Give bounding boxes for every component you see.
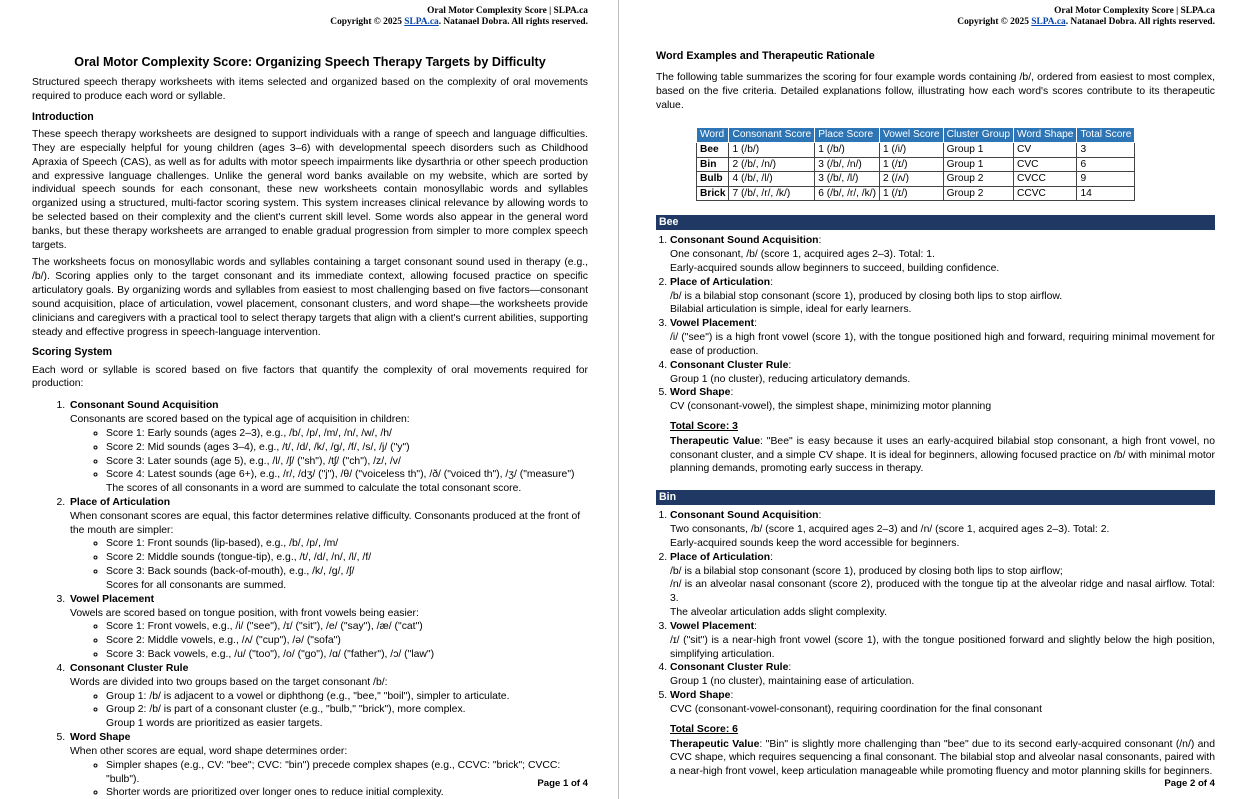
factor-desc: Vowels are scored based on tongue position, with front vowels being easier: — [70, 607, 419, 619]
criteria-item: 2. Place of Articulation: /b/ is a bilabial stop consonant (score 1), produced by closing both lips to stop airflow; /n/ is an alveolar nasal consonant (score 2), produced with the tongue tip at the alveolar ridge and nasal airflow. Total: 3. The alveolar articulation adds slight complexity. — [670, 551, 1215, 620]
factor-item — [68, 662, 588, 731]
criteria-line: Group 1 (no cluster), maintaining ease of articulation. — [670, 676, 915, 688]
factor-subitem: ◦ Score 1: Front sounds (lip-based), e.g., /b/, /p/, /m/ — [106, 537, 588, 551]
column-header: Word — [697, 128, 729, 143]
table-cell: 1 (/b/) — [729, 142, 815, 157]
factor-subitem: ◦ Score 2: Mid sounds (ages 3–4), e.g., /t/, /d/, /k/, /g/, /f/, /s/, /j/ ("y") — [106, 441, 588, 455]
factor-desc: When other scores are equal, word shape determines order: — [70, 745, 348, 757]
factor-desc: When consonant scores are equal, this factor determines relative difficulty. Consonants produced at the front of the mouth are simpler: — [70, 510, 581, 536]
factor-sublist — [70, 427, 588, 482]
table-cell: 1 (/i/) — [879, 142, 943, 157]
criteria-line: /n/ is an alveolar nasal consonant (score 2), produced with the tongue tip at the alveolar ridge and nasal airflow. Total: 3. — [670, 579, 1215, 605]
criteria-title: Consonant Cluster Rule — [670, 662, 789, 674]
criteria-line: /i/ ("see") is a high front vowel (score 1), with the tongue positioned high and forward, requiring minimal movement for ease of production. — [670, 332, 1215, 357]
table-cell: 9 — [1077, 172, 1135, 187]
criteria-item: 1. Consonant Sound Acquisition: Two consonants, /b/ (score 1, acquired ages 2–3) and /n/ (score 1, acquired ages 2–3). Total: 2. Early-acquired sounds keep the word accessible for beginners. — [670, 509, 1215, 550]
criteria-item: 3. Vowel Placement: /i/ ("see") is a high front vowel (score 1), with the tongue positioned high and forward, requiring minimal movement for ease of production. — [670, 317, 1215, 358]
factor-sublist — [70, 759, 588, 799]
factor-item — [68, 731, 588, 799]
criteria-item: 5. Word Shape: CVC (consonant-vowel-consonant), requiring coordination for the final consonant — [670, 689, 1215, 717]
table-cell: 6 (/b/, /r/, /k/) — [815, 186, 880, 201]
criteria-line: Bilabial articulation is simple, ideal for early learners. — [670, 304, 912, 316]
table-cell: CVC — [1014, 157, 1077, 172]
table-cell: 4 (/b/, /l/) — [729, 172, 815, 187]
criteria-line: CV (consonant-vowel), the simplest shape, minimizing motor planning — [670, 401, 992, 413]
factor-sublist — [70, 537, 588, 578]
criteria-title: Consonant Sound Acquisition — [670, 235, 819, 247]
table-cell: Group 2 — [943, 172, 1013, 187]
criteria-line: /b/ is a bilabial stop consonant (score 1), produced by closing both lips to stop airflow. — [670, 290, 1063, 302]
criteria-line: Group 1 (no cluster), reducing articulatory demands. — [670, 373, 911, 385]
criteria-title: Word Shape — [670, 387, 731, 399]
table-cell: 3 — [1077, 142, 1135, 157]
table-row — [697, 186, 1135, 201]
intro-paragraph-2: The worksheets focus on monosyllabic words and syllables containing a target consonant sound used in therapy (e.g., /b/). Scoring applies only to the target consonant and its immediate context, allowing focused practice on specific articulatory goals. By organizing words and syllables from easiest to most challenging based on five factors—consonant sound acquisition, place of articulation, vowel placement, consonant clusters, and word shape—the worksheets provide clinicians and caregivers with a practical tool to select therapy targets that align with a client's current abilities, supporting steady and effective progress in speech-language intervention. — [32, 257, 588, 338]
header-copyright: Copyright © 2025 SLPA.ca. Natanael Dobra. All rights reserved. — [957, 17, 1215, 28]
table-cell: 2 (/b/, /n/) — [729, 157, 815, 172]
factor-note: Group 1 words are prioritized as easier targets. — [106, 718, 323, 730]
table-cell: Group 2 — [943, 186, 1013, 201]
column-header: Cluster Group — [943, 128, 1013, 143]
page-2 — [619, 0, 1237, 799]
introduction-heading: Introduction — [32, 110, 94, 123]
criteria-title: Vowel Placement — [670, 620, 755, 632]
slpa-link[interactable]: SLPA.ca — [1031, 17, 1066, 28]
table-cell: 14 — [1077, 186, 1135, 201]
criteria-title: Consonant Cluster Rule — [670, 359, 789, 371]
word-criteria-list — [656, 234, 1215, 414]
factor-desc: Words are divided into two groups based on the target consonant /b/: — [70, 676, 388, 688]
factor-subitem: ◦ Score 4: Latest sounds (age 6+), e.g., /r/, /dʒ/ ("j"), /θ/ ("voiceless th"), /ð/ ("voiced th"), /ʒ/ ("measure") — [106, 468, 588, 482]
word-section-header: Bin — [656, 490, 1215, 505]
page-1 — [0, 0, 618, 799]
scoring-paragraph: Each word or syllable is scored based on five factors that quantify the complexity of oral movements required for production: — [32, 364, 588, 390]
factor-item — [68, 593, 588, 662]
column-header: Vowel Score — [879, 128, 943, 143]
factor-title: 2. Place of Articulation — [70, 496, 171, 508]
factor-title: 3. Vowel Placement — [70, 593, 155, 605]
table-row — [697, 142, 1135, 157]
slpa-link[interactable]: SLPA.ca — [404, 17, 439, 28]
factor-title: 5. Word Shape — [70, 732, 131, 744]
factor-list — [32, 399, 588, 799]
therapeutic-value: Therapeutic Value: "Bin" is slightly more challenging than "bee" due to its second early-acquired consonant (/n/) and CVC shape, which requires sequencing a final consonant. The bilabial stop and alveolar nasal consonants, paired with a near-high front vowel, keep articulation manageable while promoting fluency and motor planning skills for beginners. — [670, 738, 1215, 778]
page-footer: Page 1 of 4 — [537, 778, 588, 790]
document-title: Oral Motor Complexity Score: Organizing Speech Therapy Targets by Difficulty — [74, 54, 546, 69]
table-row — [697, 157, 1135, 172]
column-header: Word Shape — [1014, 128, 1077, 143]
table-cell: 3 (/b/, /n/) — [815, 157, 880, 172]
page-header — [32, 0, 588, 29]
factor-subitem: ◦ Score 1: Early sounds (ages 2–3), e.g., /b/, /p/, /m/, /n/, /w/, /h/ — [106, 427, 588, 441]
table-cell: Brick — [697, 186, 729, 201]
scoring-heading: Scoring System — [32, 346, 113, 359]
criteria-line: Two consonants, /b/ (score 1, acquired ages 2–3) and /n/ (score 1, acquired ages 2–3). Total: 2. — [670, 524, 1110, 536]
factor-subitem: ◦ Shorter words are prioritized over longer ones to reduce initial complexity. — [106, 786, 588, 799]
examples-heading: Word Examples and Therapeutic Rationale — [656, 49, 875, 62]
therapeutic-value: Therapeutic Value: "Bee" is easy because it uses an early-acquired bilabial stop consonant, a high front vowel, no consonant cluster, and a simple CV shape. It is ideal for beginners, allowing focused practice on /b/ with minimal motor planning demands, promoting early success in therapy. — [670, 435, 1215, 475]
criteria-item: 1. Consonant Sound Acquisition: One consonant, /b/ (score 1, acquired ages 2–3). Total: 1. Early-acquired sounds allow beginners to succeed, building confidence. — [670, 234, 1215, 275]
factor-subitem: ◦ Score 2: Middle sounds (tongue-tip), e.g., /t/, /d/, /n/, /l/, /f/ — [106, 551, 588, 565]
criteria-title: Place of Articulation — [670, 551, 771, 563]
factor-title: 1. Consonant Sound Acquisition — [70, 400, 219, 412]
score-table — [696, 127, 1135, 201]
criteria-item: 4. Consonant Cluster Rule: Group 1 (no cluster), reducing articulatory demands. — [670, 359, 1215, 387]
factor-subitem: ◦ Group 2: /b/ is part of a consonant cluster (e.g., "bulb," "brick"), more complex. — [106, 703, 588, 717]
table-cell: 6 — [1077, 157, 1135, 172]
criteria-line: Early-acquired sounds keep the word accessible for beginners. — [670, 537, 960, 549]
page-header — [656, 0, 1215, 29]
factor-subitem: ◦ Score 2: Middle vowels, e.g., /ʌ/ ("cup"), /ə/ ("sofa") — [106, 634, 588, 648]
header-title: Oral Motor Complexity Score | SLPA.ca — [427, 6, 588, 16]
factor-subitem: ◦ Score 3: Later sounds (age 5), e.g., /l/, /ʃ/ ("sh"), /tʃ/ ("ch"), /z/, /v/ — [106, 455, 588, 469]
criteria-item: 5. Word Shape: CV (consonant-vowel), the simplest shape, minimizing motor planning — [670, 386, 1215, 414]
table-cell: CCVC — [1014, 186, 1077, 201]
table-cell: CVCC — [1014, 172, 1077, 187]
criteria-line: CVC (consonant-vowel-consonant), requiring coordination for the final consonant — [670, 703, 1042, 715]
factor-item — [68, 496, 588, 593]
factor-note: Scores for all consonants are summed. — [106, 579, 287, 591]
criteria-line: The alveolar articulation adds slight complexity. — [670, 607, 887, 619]
table-cell: 1 (/b/) — [815, 142, 880, 157]
table-cell: CV — [1014, 142, 1077, 157]
table-row — [697, 172, 1135, 187]
table-cell: Bulb — [697, 172, 729, 187]
total-score: Total Score: 3 — [670, 420, 738, 432]
table-cell: Group 1 — [943, 157, 1013, 172]
factor-subitem: ◦ Group 1: /b/ is adjacent to a vowel or diphthong (e.g., "bee," "boil"), simpler to articulate. — [106, 690, 588, 704]
examples-intro: The following table summarizes the scoring for four example words containing /b/, ordered from easiest to most complex, based on the five criteria. Detailed explanations follow, illustrating how each word's scores contribute to its therapeutic value. — [656, 71, 1215, 111]
header-title: Oral Motor Complexity Score | SLPA.ca — [1054, 6, 1215, 16]
intro-summary: Structured speech therapy worksheets with items selected and organized based on the complexity of oral movements required to produce each word or syllable. — [32, 77, 588, 103]
intro-paragraph-1: These speech therapy worksheets are designed to support individuals with a range of speech and language difficulties. They are especially helpful for young children (ages 3–6) with developmental speech disorders such as Childhood Apraxia of Speech (CAS), as well as for adults with motor speech impairments like dysarthria or other speech production and expressive language challenges. Unlike the general word banks available on my website, which are sorted by individual speech sounds for each consonant, these new worksheets contain monosyllabic words and syllables organized using a structured, multi-factor scoring system. This system increases clinical relevance by allowing words to be selected based on their complexity and the client's current skill level. Some words also appear in the general word banks, but these therapy worksheets are arranged to enable gradual progression from simpler to more complex speech targets. — [32, 129, 588, 251]
criteria-line: One consonant, /b/ (score 1, acquired ages 2–3). Total: 1. — [670, 249, 935, 261]
factor-subitem: ◦ Score 3: Back sounds (back-of-mouth), e.g., /k/, /g/, /ʃ/ — [106, 565, 588, 579]
factor-sublist — [70, 620, 588, 661]
criteria-title: Word Shape — [670, 690, 731, 702]
criteria-line: /ɪ/ ("sit") is a near-high front vowel (score 1), with the tongue positioned forward and slightly below the high position, simplifying articulation. — [670, 634, 1215, 660]
table-cell: 1 (/ɪ/) — [879, 157, 943, 172]
criteria-line: Early-acquired sounds allow beginners to succeed, building confidence. — [670, 262, 1000, 274]
table-cell: 7 (/b/, /r/, /k/) — [729, 186, 815, 201]
column-header: Consonant Score — [729, 128, 815, 143]
table-cell: 2 (/ʌ/) — [879, 172, 943, 187]
criteria-title: Vowel Placement — [670, 318, 755, 330]
criteria-line: /b/ is a bilabial stop consonant (score 1), produced by closing both lips to stop airflow; — [670, 565, 1063, 577]
criteria-item: 3. Vowel Placement: /ɪ/ ("sit") is a near-high front vowel (score 1), with the tongue positioned forward and slightly below the high position, simplifying articulation. — [670, 620, 1215, 661]
factor-title: 4. Consonant Cluster Rule — [70, 662, 189, 674]
word-section-header: Bee — [656, 215, 1215, 230]
table-header-row — [697, 128, 1135, 143]
table-cell: Group 1 — [943, 142, 1013, 157]
factor-note: The scores of all consonants in a word are summed to calculate the total consonant score. — [106, 483, 522, 495]
factor-desc: Consonants are scored based on the typical age of acquisition in children: — [70, 414, 410, 426]
criteria-item: 4. Consonant Cluster Rule: Group 1 (no cluster), maintaining ease of articulation. — [670, 661, 1215, 689]
column-header: Place Score — [815, 128, 880, 143]
word-criteria-list — [656, 509, 1215, 716]
factor-sublist — [70, 690, 588, 718]
table-cell: 1 (/ɪ/) — [879, 186, 943, 201]
table-cell: Bin — [697, 157, 729, 172]
page-footer: Page 2 of 4 — [1164, 778, 1215, 790]
criteria-title: Place of Articulation — [670, 276, 771, 288]
factor-subitem: ◦ Simpler shapes (e.g., CV: "bee"; CVC: "bin") precede complex shapes (e.g., CCVC: "brick"; CVCC: "bulb"). — [106, 759, 588, 787]
factor-item — [68, 399, 588, 496]
table-cell: Bee — [697, 142, 729, 157]
factor-subitem: ◦ Score 1: Front vowels, e.g., /i/ ("see"), /ɪ/ ("sit"), /e/ ("say"), /æ/ ("cat") — [106, 620, 588, 634]
table-cell: 3 (/b/, /l/) — [815, 172, 880, 187]
criteria-item: 2. Place of Articulation: /b/ is a bilabial stop consonant (score 1), produced by closing both lips to stop airflow. Bilabial articulation is simple, ideal for early learners. — [670, 276, 1215, 317]
total-score: Total Score: 6 — [670, 723, 738, 735]
column-header: Total Score — [1077, 128, 1135, 143]
header-copyright: Copyright © 2025 SLPA.ca. Natanael Dobra. All rights reserved. — [330, 17, 588, 28]
factor-subitem: ◦ Score 3: Back vowels, e.g., /u/ ("too"), /o/ ("go"), /ɑ/ ("father"), /ɔ/ ("law") — [106, 648, 588, 662]
criteria-title: Consonant Sound Acquisition — [670, 510, 819, 522]
